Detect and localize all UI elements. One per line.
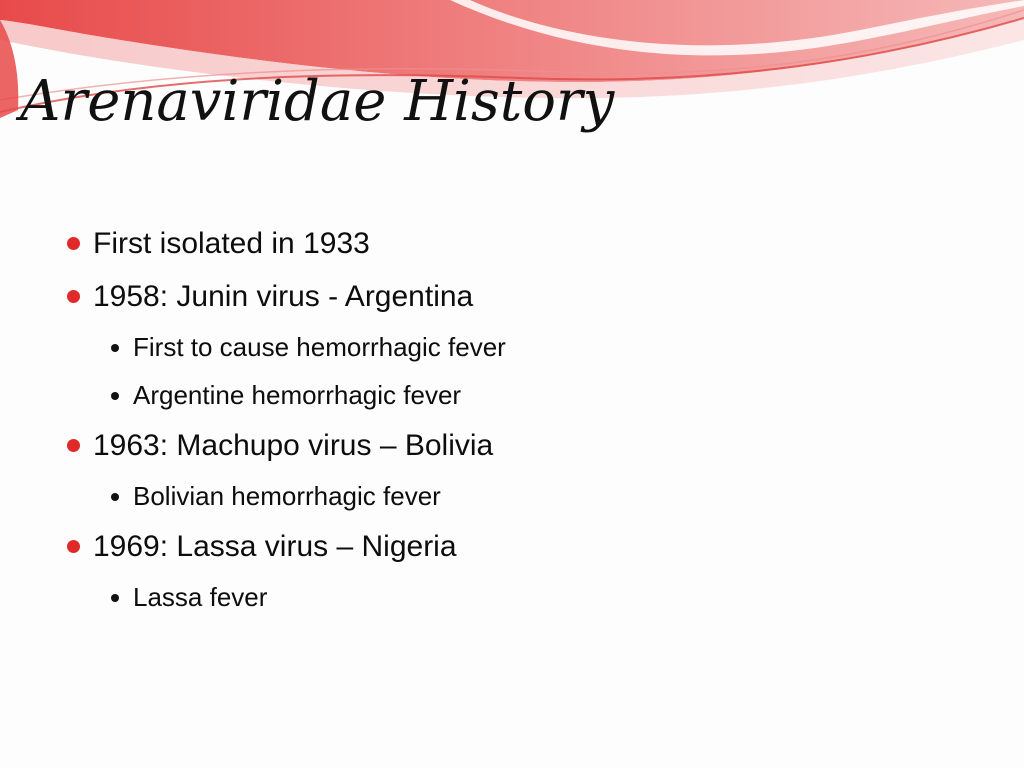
bullet-text: 1958: Junin virus - Argentina — [93, 280, 474, 313]
sub-bullet-icon — [111, 392, 119, 400]
sub-bullet-text: Argentine hemorrhagic fever — [133, 380, 462, 410]
bullet-item — [60, 224, 960, 264]
red-bullet-icon — [67, 237, 80, 250]
sub-bullet-icon — [111, 344, 119, 352]
red-bullet-icon — [67, 290, 80, 303]
red-bullet-icon — [67, 540, 80, 553]
sub-bullet-text: Bolivian hemorrhagic fever — [133, 481, 441, 511]
sub-bullet-item — [60, 377, 960, 413]
sub-bullet-icon — [111, 594, 119, 602]
sub-bullet-text: First to cause hemorrhagic fever — [133, 332, 506, 362]
sub-bullet-item — [60, 579, 960, 615]
bullet-item — [60, 277, 960, 317]
slide-title: Arenaviridae History — [20, 69, 615, 134]
bullet-item — [60, 527, 960, 567]
red-bullet-icon — [67, 439, 80, 452]
sub-bullet-item — [60, 329, 960, 365]
sub-bullet-item — [60, 478, 960, 514]
bullet-text: 1969: Lassa virus – Nigeria — [93, 530, 457, 563]
bullet-text: 1963: Machupo virus – Bolivia — [93, 429, 494, 462]
bullet-item — [60, 426, 960, 466]
sub-bullet-text: Lassa fever — [133, 582, 268, 612]
bullet-list — [60, 224, 960, 615]
bullet-text: First isolated in 1933 — [93, 227, 370, 260]
sub-bullet-icon — [111, 493, 119, 501]
